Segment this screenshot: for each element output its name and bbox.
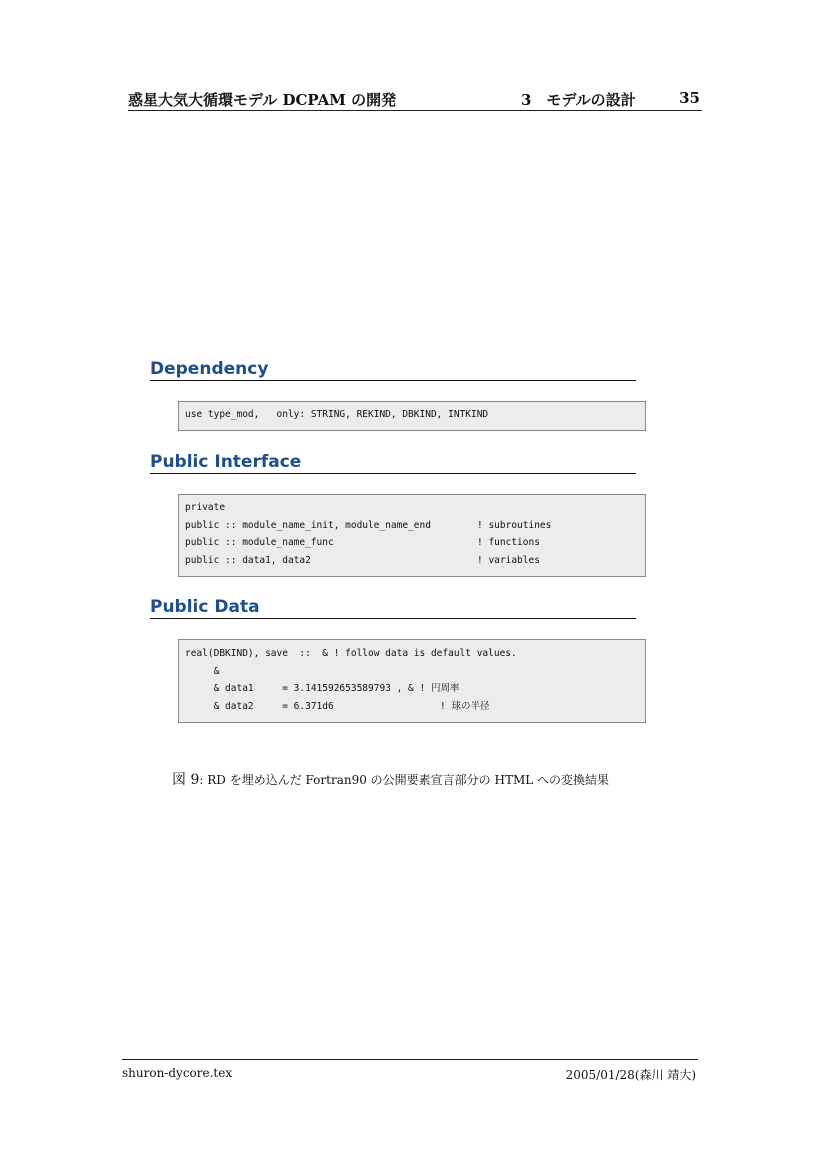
source-filename: shuron-dycore.tex — [122, 1066, 233, 1080]
code-line: use type_mod, only: STRING, REKIND, DBKIND, INTKIND — [185, 409, 489, 420]
code-text: private — [185, 502, 226, 513]
code-comment: ! variables — [477, 554, 540, 566]
dependency-heading: Dependency — [150, 360, 636, 381]
code-line — [185, 534, 639, 552]
code-line — [185, 698, 639, 716]
public-interface-heading: Public Interface — [150, 453, 636, 474]
code-line — [185, 499, 639, 517]
code-line — [185, 680, 639, 698]
section-title: 3 モデルの設計 — [521, 91, 636, 109]
code-text: & — [185, 665, 220, 677]
code-line — [185, 517, 639, 535]
caption-text: : RD を埋め込んだ Fortran90 の公開要素宣言部分の HTML への変換結果 — [199, 773, 610, 787]
page-number: 35 — [679, 89, 700, 107]
code-line — [185, 663, 639, 681]
footer-date-author: 2005/01/28(森川 靖大) — [565, 1068, 696, 1082]
code-text: public :: module_name_init, module_name_end — [185, 519, 431, 531]
code-text: real(DBKIND), save :: & ! follow data is default values. — [185, 648, 517, 659]
code-text: & data1 = 3.141592653589793 , & ! 円周率 — [185, 683, 460, 694]
code-comment: ! functions — [477, 537, 540, 548]
dependency-code-box — [178, 401, 646, 431]
code-line — [185, 552, 639, 570]
code-text: & data2 = 6.371d6 — [185, 700, 334, 712]
code-comment: ! subroutines — [477, 519, 552, 531]
code-text: public :: data1, data2 — [185, 554, 311, 566]
code-line — [185, 645, 639, 663]
public-data-code-box — [178, 639, 646, 723]
public-data-heading: Public Data — [150, 598, 636, 619]
figure-label: 図 9 — [172, 772, 200, 788]
code-comment: ! 球の半径 — [440, 700, 490, 712]
code-text: public :: module_name_func — [185, 537, 334, 548]
running-title: 惑星大気大循環モデル DCPAM の開発 — [128, 91, 397, 109]
page-footer — [122, 1059, 698, 1084]
public-interface-code-box — [178, 494, 646, 577]
figure-caption — [172, 769, 609, 789]
page-header — [128, 88, 702, 111]
